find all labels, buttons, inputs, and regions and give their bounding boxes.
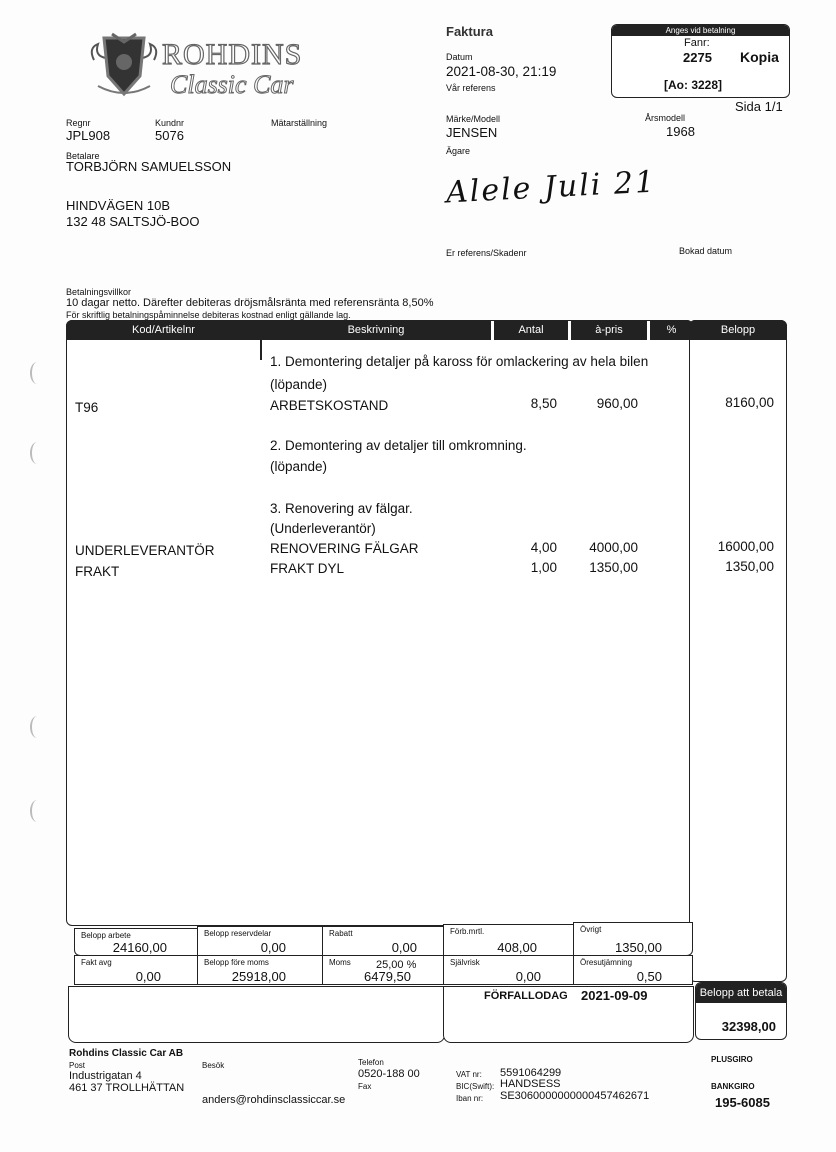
footer-fax-label: Fax <box>358 1082 372 1091</box>
row-beskrivning: FRAKT DYL <box>270 561 345 576</box>
forfallodag-label: FÖRFALLODAG <box>484 990 568 1002</box>
header-kod: Kod/Artikelnr <box>66 320 261 340</box>
marke-value: JENSEN <box>446 125 498 140</box>
terms-line1: 10 dagar netto. Därefter debiteras dröjsmålsränta med referensränta 8,50% <box>66 297 434 309</box>
footer-vat: 5591064299 <box>500 1067 562 1079</box>
fanr-value: 2275 <box>683 50 712 65</box>
handwritten-note: Alele Juli 21 <box>445 164 657 211</box>
sjalvrisk-label: Självrisk <box>450 958 480 967</box>
regnr-value: JPL908 <box>66 128 111 143</box>
due-date-box <box>443 986 694 1043</box>
footer-city: 461 37 TROLLHÄTTAN <box>69 1082 185 1094</box>
footer-email[interactable]: anders@rohdinsclassiccar.se <box>202 1094 346 1106</box>
ovrigt-value: 1350,00 <box>615 940 662 955</box>
arsmodell-label: Årsmodell <box>645 113 686 123</box>
payment-reference-box <box>611 24 790 98</box>
terms-line2: För skriftlig betalningspåminnelse debiteras kostnad enligt gällande lag. <box>66 310 351 320</box>
footer-telefon-label: Telefon <box>358 1058 384 1067</box>
footer-telefon: 0520-188 00 <box>358 1068 420 1080</box>
oresutjamning-box <box>573 955 693 985</box>
fore-moms-label: Belopp före moms <box>204 958 269 967</box>
note-line: (löpande) <box>270 459 328 474</box>
marke-label: Märke/Modell <box>446 114 501 124</box>
company-logo <box>84 30 304 102</box>
row-belopp: 8160,00 <box>725 395 774 410</box>
doc-title: Faktura <box>446 24 493 39</box>
fakt-avg-box <box>74 955 198 985</box>
logo-title: ROHDINS <box>162 38 303 71</box>
row-beskrivning: ARBETSKOSTAND <box>270 398 389 413</box>
footer-plusgiro-label: PLUSGIRO <box>711 1055 753 1064</box>
header-procent: % <box>650 320 693 340</box>
footer-besok-label: Besök <box>202 1061 225 1070</box>
oresutjamning-value: 0,50 <box>636 969 662 984</box>
reservdelar-box <box>197 926 323 956</box>
rabatt-value: 0,00 <box>391 940 417 955</box>
payment-box-tag: Anges vid betalning <box>612 25 789 36</box>
moms-box <box>322 955 444 985</box>
regnr-label: Regnr <box>66 118 91 128</box>
row-apris: 1350,00 <box>589 560 638 575</box>
fore-moms-value: 25918,00 <box>231 969 286 984</box>
fore-moms-box <box>197 955 323 985</box>
binder-hole <box>30 800 44 822</box>
sjalvrisk-box <box>443 955 574 985</box>
sjalvrisk-value: 0,00 <box>515 969 541 984</box>
note-line: (Underleverantör) <box>270 521 376 536</box>
payer-name: TORBJÖRN SAMUELSSON <box>66 159 232 174</box>
header-antal: Antal <box>494 320 568 340</box>
reservdelar-value: 0,00 <box>260 940 286 955</box>
rabatt-box <box>322 926 444 956</box>
amount-due-value: 32398,00 <box>721 1019 776 1034</box>
footer-bic: HANDSESS <box>500 1078 561 1090</box>
footer-street: Industrigatan 4 <box>69 1070 142 1082</box>
footer-iban: SE3060000000000457462671 <box>500 1090 650 1102</box>
footer-vat-label: VAT nr: <box>456 1070 482 1079</box>
row-beskrivning: RENOVERING FÄLGAR <box>270 541 419 556</box>
moms-value: 6479,50 <box>364 969 411 984</box>
forfallodag-value: 2021-09-09 <box>581 988 648 1003</box>
note-line: 1. Demontering detaljer på kaross för omlackering av hela bilen <box>270 354 649 369</box>
binder-hole <box>30 442 44 464</box>
row-apris: 960,00 <box>596 396 638 411</box>
betalare-label: Betalare <box>66 151 100 161</box>
row-antal: 4,00 <box>530 540 557 555</box>
fakt-avg-label: Fakt avg <box>81 958 112 967</box>
er-referens-label: Er referens/Skadenr <box>446 248 527 258</box>
forbrukningsmaterial-label: Förb.mrtl. <box>450 927 485 936</box>
ovrigt-label: Övrigt <box>580 925 602 934</box>
note-line: 2. Demontering av detaljer till omkromning. <box>270 438 527 453</box>
note-line: (löpande) <box>270 377 328 392</box>
binder-hole <box>30 362 44 384</box>
row-antal: 1,00 <box>530 560 557 575</box>
kundnr-value: 5076 <box>155 128 184 143</box>
row-apris: 4000,00 <box>589 540 638 555</box>
amount-due-label: Belopp att betala <box>696 983 786 1003</box>
row-kod: T96 <box>75 400 99 415</box>
datum-label: Datum <box>446 52 473 62</box>
reservdelar-label: Belopp reservdelar <box>204 929 272 938</box>
binder-hole <box>30 716 44 738</box>
forbrukningsmaterial-value: 408,00 <box>497 940 537 955</box>
footer-bankgiro-label: BANKGIRO <box>711 1082 755 1091</box>
agare-label: Ägare <box>446 146 471 156</box>
fanr-label: Fanr: <box>684 37 710 49</box>
footer-post-label: Post <box>69 1061 86 1070</box>
moms-label: Moms <box>329 958 351 967</box>
amount-column-panel <box>689 320 787 982</box>
fakt-avg-value: 0,00 <box>135 969 161 984</box>
ovrigt-box <box>573 922 693 956</box>
row-antal: 8,50 <box>530 396 557 411</box>
payer-city: 132 48 SALTSJÖ-BOO <box>66 214 200 229</box>
amount-due-box <box>695 982 787 1040</box>
bokad-datum-label: Bokad datum <box>679 246 733 256</box>
forbrukningsmaterial-box <box>443 924 574 956</box>
var-referens-label: Vår referens <box>446 83 496 93</box>
footer-iban-label: Iban nr: <box>456 1094 484 1103</box>
belopp-arbete-box <box>74 928 198 956</box>
oresutjamning-label: Öresutjämning <box>580 958 633 967</box>
footer-company: Rohdins Classic Car AB <box>69 1048 184 1059</box>
page-number: Sida 1/1 <box>735 99 783 114</box>
row-belopp: 1350,00 <box>725 559 774 574</box>
header-belopp: Belopp <box>689 320 787 340</box>
belopp-arbete-value: 24160,00 <box>112 940 167 955</box>
header-beskrivning: Beskrivning <box>261 320 491 340</box>
matarstallning-label: Mätarställning <box>271 118 328 128</box>
arsmodell-value: 1968 <box>666 124 695 139</box>
row-belopp: 16000,00 <box>717 539 774 554</box>
datum-value: 2021-08-30, 21:19 <box>446 64 557 79</box>
belopp-arbete-label: Belopp arbete <box>81 931 131 940</box>
notes-box <box>68 986 445 1043</box>
moms-percent: 25,00 % <box>376 959 417 971</box>
kopia-label: Kopia <box>740 49 779 65</box>
row-kod: UNDERLEVERANTÖR <box>75 543 215 558</box>
payer-street: HINDVÄGEN 10B <box>66 198 171 213</box>
header-apris: à-pris <box>571 320 647 340</box>
terms-label: Betalningsvillkor <box>66 287 132 297</box>
row-kod: FRAKT <box>75 564 120 579</box>
column-divider <box>260 340 262 360</box>
note-line: 3. Renovering av fälgar. <box>270 501 413 516</box>
footer-bic-label: BIC(Swift): <box>456 1082 495 1091</box>
rabatt-label: Rabatt <box>329 929 353 938</box>
logo-subtitle: Classic Car <box>170 70 294 99</box>
ao-value: [Ao: 3228] <box>664 78 723 92</box>
footer-bankgiro: 195-6085 <box>715 1095 770 1110</box>
kundnr-label: Kundnr <box>155 118 185 128</box>
